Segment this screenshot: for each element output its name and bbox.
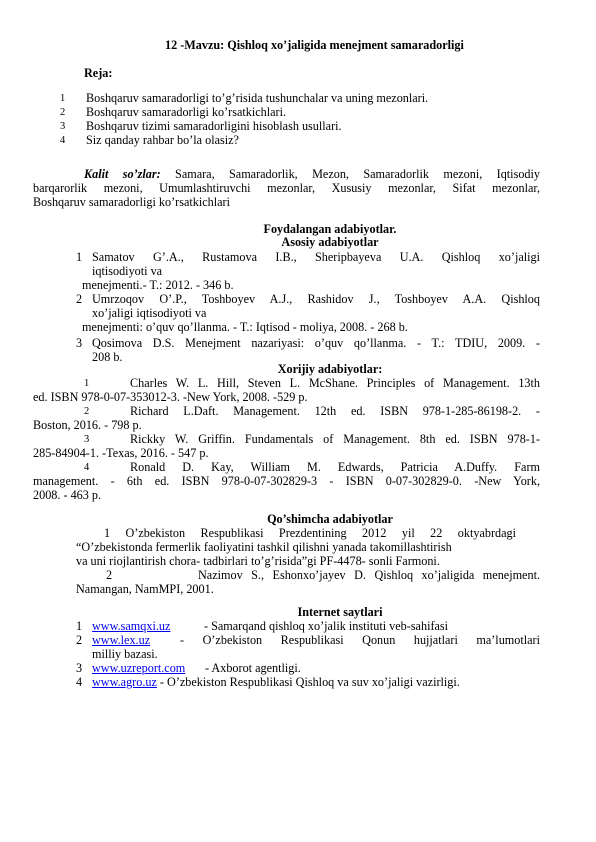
foreign-literature-number: 1 (84, 378, 90, 389)
page-title: 12 -Mavzu: Qishloq xo’jaligida menejment samaradorligi (165, 38, 464, 52)
internet-heading: Internet saytlari (297, 605, 383, 619)
internet-link-lex[interactable]: www.lex.uz (92, 633, 151, 647)
extra-literature-item: Namangan, NamMPI, 2001. (76, 582, 214, 596)
plan-heading: Reja: (84, 66, 113, 80)
literature-item: iqtisodiyoti va (92, 264, 163, 278)
internet-description: - O’zbekiston Respublikasi Qishloq va suv xo’jaligi vazirligi. (159, 675, 460, 689)
foreign-literature-item: management. - 6th ed. ISBN 978-0-07-302829-3 - ISBN 0-07-302829-0. -New York, (33, 474, 540, 488)
literature-heading: Foydalangan adabiyotlar. (263, 222, 397, 236)
literature-item: 208 b. (92, 350, 123, 364)
internet-link-agro[interactable]: www.agro.uz (92, 675, 157, 689)
internet-description: - Samarqand qishloq xo’jalik instituti veb-sahifasi (204, 619, 449, 633)
literature-item: menejmenti: o’quv qo’llanma. - T.: Iqtisod - moliya, 2008. - 268 b. (82, 320, 408, 334)
extra-literature-text: O’zbekiston Respublikasi Prezdentining 2012 yil 22 oktyabrdagi (125, 526, 516, 540)
extra-literature-item: “O’zbekistonda fermerlik faoliyatini tashkil qilishni yanada takomillashtirish (76, 540, 452, 554)
foreign-literature-number: 2 (84, 406, 90, 417)
literature-item: Samatov G’.A., Rustamova I.B., Sheripbayeva U.A. Qishloq xo’jaligi (92, 250, 540, 264)
literature-item: menejmenti.- T.: 2012. - 346 b. (82, 278, 234, 292)
extra-literature-heading: Qo’shimcha adabiyotlar (267, 512, 393, 526)
internet-number: 3 (76, 661, 83, 675)
internet-description: - Axborot agentligi. (205, 661, 301, 675)
foreign-literature-item: Ronald D. Kay, William M. Edwards, Patricia A.Duffy. Farm (130, 460, 540, 474)
internet-description: - O’zbekiston Respublikasi Qonun hujjatlari ma’lumotlari (180, 633, 540, 647)
foreign-literature-number: 4 (84, 462, 90, 473)
internet-description: milliy bazasi. (92, 647, 158, 661)
keywords-line (84, 167, 540, 181)
literature-number: 2 (76, 292, 83, 306)
foreign-literature-number: 3 (84, 434, 90, 445)
literature-item: Umrzoqov O’.P., Toshboyev A.J., Rashidov J., Toshboyev A.A. Qishloq (92, 292, 540, 306)
foreign-literature-item: Charles W. L. Hill, Steven L. McShane. Principles of Management. 13th (130, 376, 540, 390)
foreign-literature-item: Rickky W. Griffin. Fundamentals of Management. 8th ed. ISBN 978-1- (130, 432, 540, 446)
plan-item-number: 4 (60, 135, 66, 146)
foreign-literature-item: 285-84904-1. -Texas, 2016. - 547 p. (33, 446, 209, 460)
foreign-literature-item: Richard L.Daft. Management. 12th ed. ISBN 978-1-285-86198-2. - (130, 404, 540, 418)
extra-literature-number: 1 (104, 526, 111, 540)
foreign-literature-heading: Xorijiy adabiyotlar: (277, 362, 383, 376)
extra-literature-item (104, 526, 516, 540)
main-literature-heading: Asosiy adabiyotlar (281, 235, 379, 249)
plan-item-number: 3 (60, 121, 66, 132)
internet-link-uzreport[interactable]: www.uzreport.com (92, 661, 186, 675)
plan-item-number: 2 (60, 107, 66, 118)
plan-item: Siz qanday rahbar bo’la olasiz? (86, 133, 239, 147)
plan-item: Boshqaruv samaradorligi to’g’risida tushunchalar va uning mezonlari. (86, 91, 429, 105)
literature-item: xo’jaligi iqtisodiyoti va (92, 306, 207, 320)
literature-item: Qosimova D.S. Menejment nazariyasi: o’quv qo’llanma. - T.: TDIU, 2009. - (92, 336, 540, 350)
literature-number: 1 (76, 250, 83, 264)
literature-number: 3 (76, 336, 83, 350)
keywords-line: barqarorlik mezoni, Umumlashtiruvchi mezonlar, Xususiy mezonlar, Sifat mezonlar, (33, 181, 540, 195)
foreign-literature-item: Boston, 2016. - 798 p. (33, 418, 142, 432)
plan-item: Boshqaruv samaradorligi ko’rsatkichlari. (86, 105, 287, 119)
keywords-label: Kalit so’zlar: (84, 167, 161, 181)
internet-number: 4 (76, 675, 83, 689)
foreign-literature-item: ed. ISBN 978-0-07-353012-3. -New York, 2008. -529 p. (33, 390, 308, 404)
keywords-line: Boshqaruv samaradorligi ko’rsatkichlari (33, 195, 230, 209)
internet-item-agro (92, 675, 460, 689)
extra-literature-item: Nazimov S., Eshonxo’jayev D. Qishloq xo’jaligida menejment. (198, 568, 540, 582)
extra-literature-number: 2 (106, 568, 113, 582)
internet-number: 1 (76, 619, 83, 633)
extra-literature-item: va uni riojlantirish chora- tadbirlari to’g’risida”gi PF-4478- sonli Farmoni. (76, 554, 440, 568)
plan-item: Boshqaruv tizimi samaradorligini hisoblash usullari. (86, 119, 342, 133)
internet-link-samqxi[interactable]: www.samqxi.uz (92, 619, 171, 633)
foreign-literature-item: 2008. - 463 p. (33, 488, 102, 502)
internet-number: 2 (76, 633, 83, 647)
plan-item-number: 1 (60, 93, 66, 104)
keywords-text: Samara, Samaradorlik, Mezon, Samaradorlik mezoni, Iqtisodiy (175, 167, 540, 181)
